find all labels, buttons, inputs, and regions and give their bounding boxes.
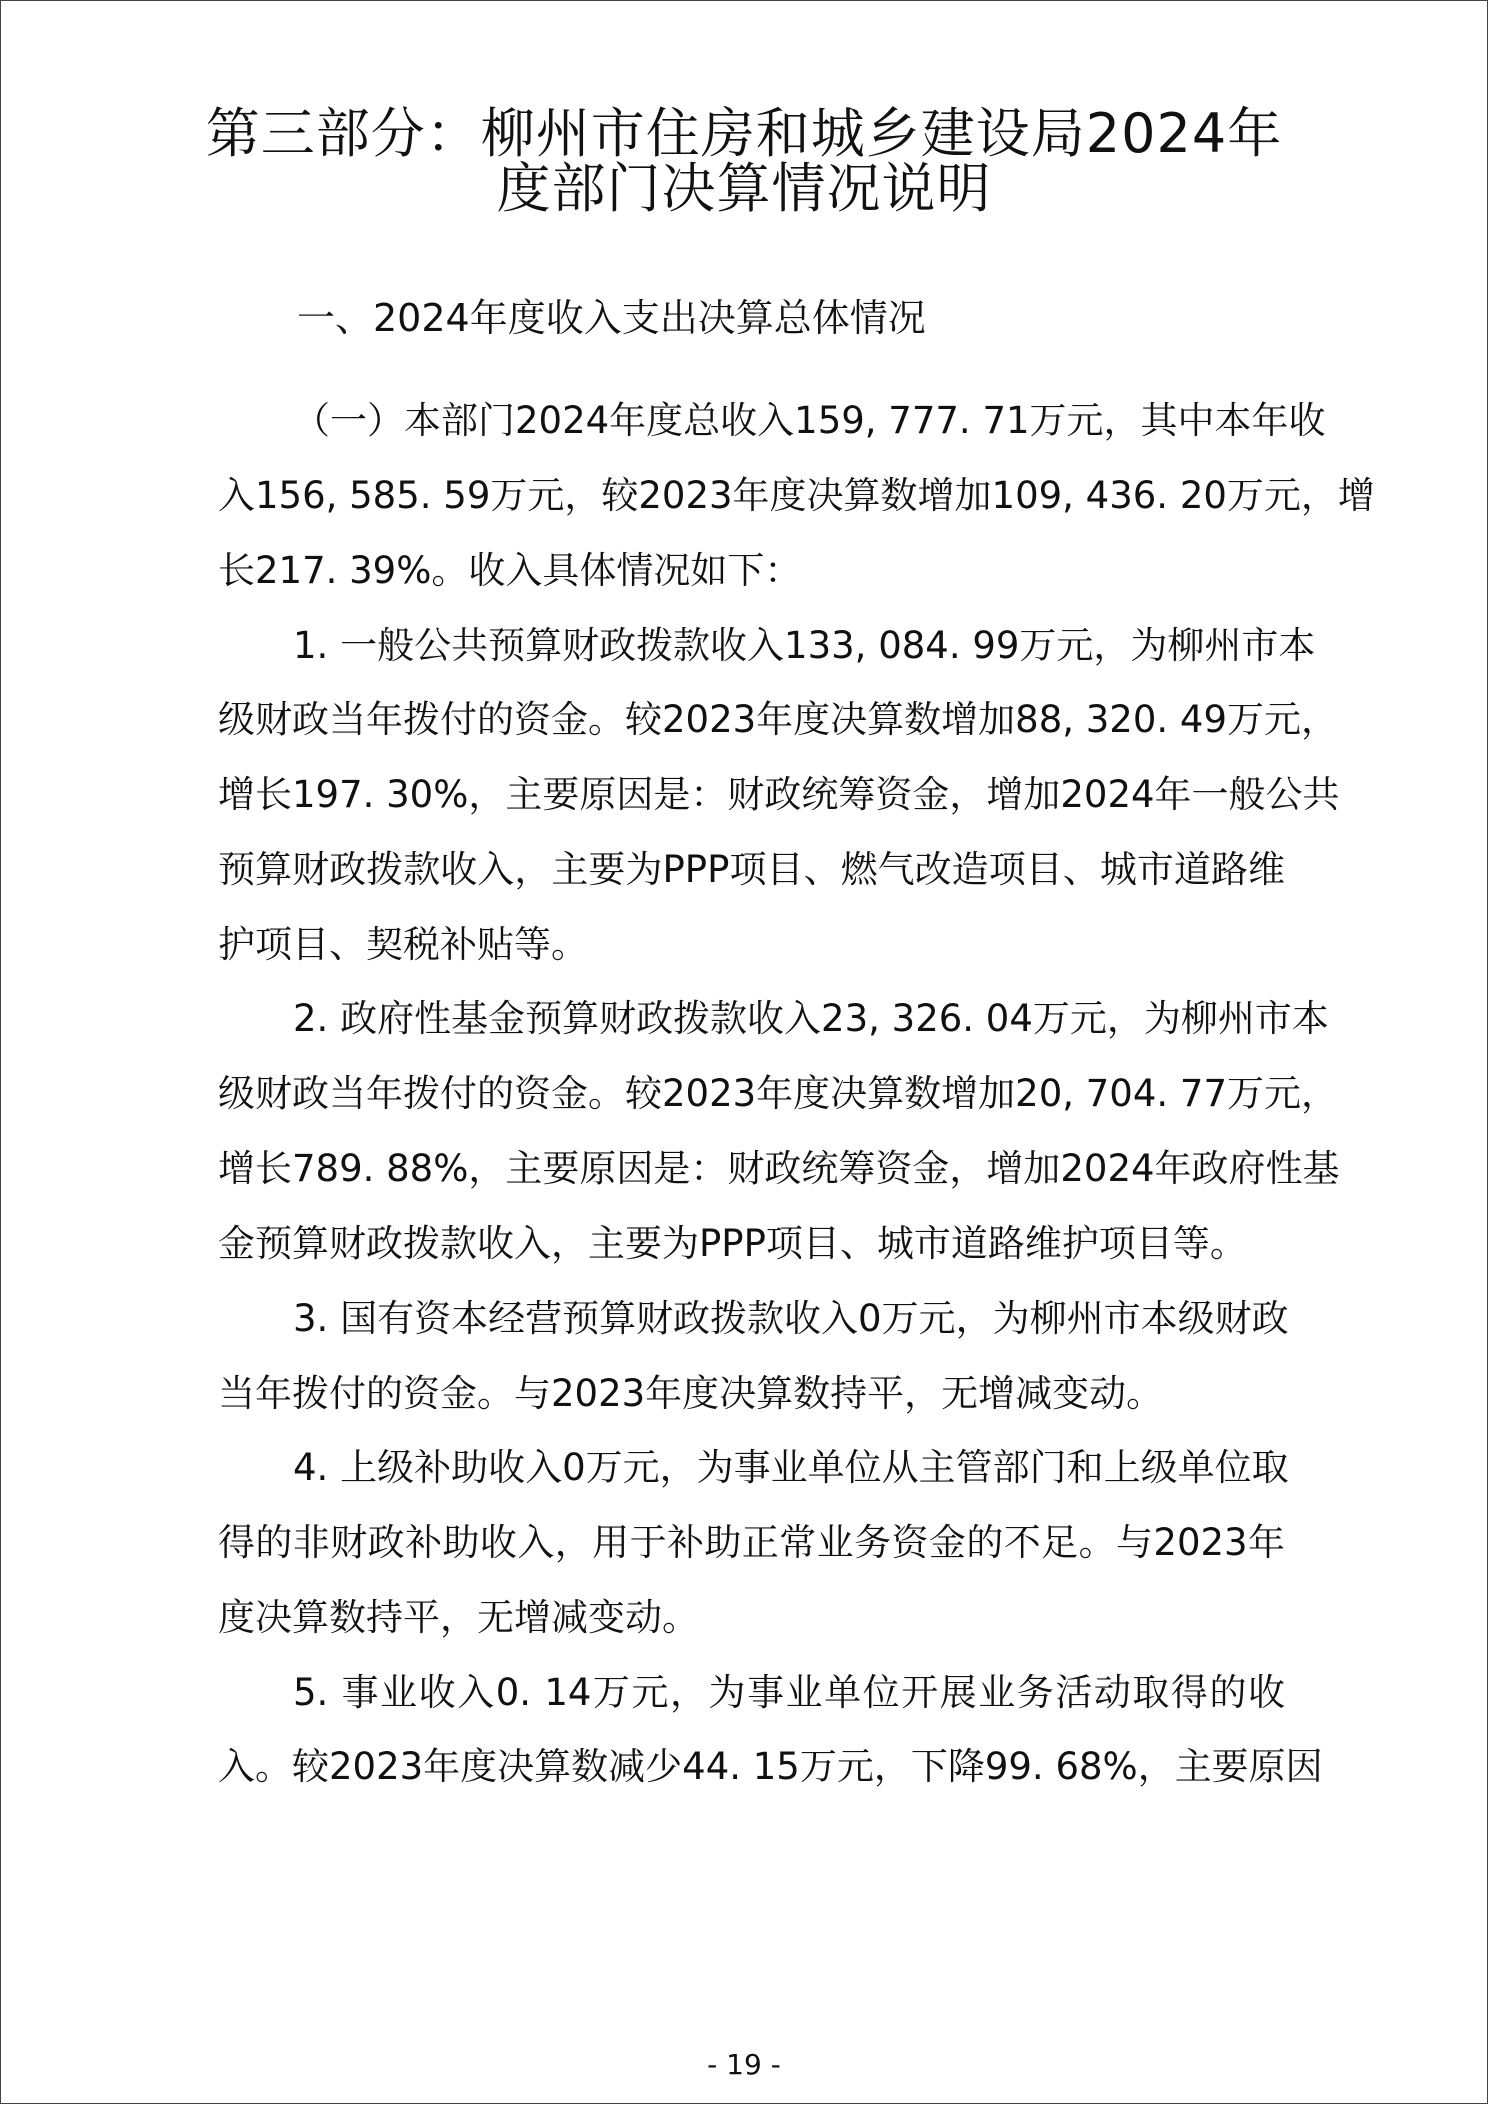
- paragraph-line: 入。较2023年度决算数减少44. 15万元，下降99. 68%，主要原因: [218, 1745, 1323, 1788]
- paragraph-line: 长217. 39%。收入具体情况如下：: [218, 549, 802, 592]
- paragraph-line: 入156, 585. 59万元，较2023年度决算数增加109, 436. 20万元，增: [218, 474, 1375, 517]
- paragraph-line: 金预算财政拨款收入，主要为PPP项目、城市道路维护项目等。: [218, 1222, 1247, 1265]
- paragraph-line: 得的非财政补助收入，用于补助正常业务资金的不足。与2023年: [218, 1521, 1285, 1564]
- paragraph-line: 2. 政府性基金预算财政拨款收入23, 326. 04万元，为柳州市本: [293, 997, 1329, 1040]
- paragraph-line: 级财政当年拨付的资金。较2023年度决算数增加88, 320. 49万元，: [218, 698, 1338, 741]
- paragraph-line: （一）本部门2024年度总收入159, 777. 71万元，其中本年收: [293, 399, 1326, 442]
- paragraph-line: 度决算数持平，无增减变动。: [218, 1596, 699, 1639]
- paragraph-line: 1. 一般公共预算财政拨款收入133, 084. 99万元，为柳州市本: [293, 624, 1316, 667]
- paragraph-line: 级财政当年拨付的资金。较2023年度决算数增加20, 704. 77万元，: [218, 1072, 1338, 1115]
- paragraph-line: 护项目、契税补贴等。: [218, 923, 588, 966]
- section-heading: 一、2024年度收入支出决算总体情况: [297, 296, 926, 340]
- paragraph-line: 增长789. 88%，主要原因是：财政统筹资金，增加2024年政府性基: [218, 1147, 1340, 1190]
- paragraph-line: 增长197. 30%，主要原因是：财政统筹资金，增加2024年一般公共: [218, 773, 1340, 816]
- paragraph-line: 当年拨付的资金。与2023年度决算数持平，无增减变动。: [218, 1372, 1164, 1415]
- paragraph-line: 5. 事业收入0. 14万元，为事业单位开展业务活动取得的收: [293, 1671, 1285, 1714]
- page-title-line-2: 度部门决算情况说明: [496, 157, 992, 220]
- page-number: - 19 -: [707, 2048, 781, 2081]
- paragraph-line: 4. 上级补助收入0万元，为事业单位从主管部门和上级单位取: [293, 1446, 1289, 1489]
- paragraph-line: 预算财政拨款收入，主要为PPP项目、燃气改造项目、城市道路维: [218, 848, 1285, 891]
- paragraph-line: 3. 国有资本经营预算财政拨款收入0万元，为柳州市本级财政: [293, 1297, 1289, 1340]
- page-title-line-1: 第三部分：柳州市住房和城乡建设局2024年: [205, 102, 1283, 165]
